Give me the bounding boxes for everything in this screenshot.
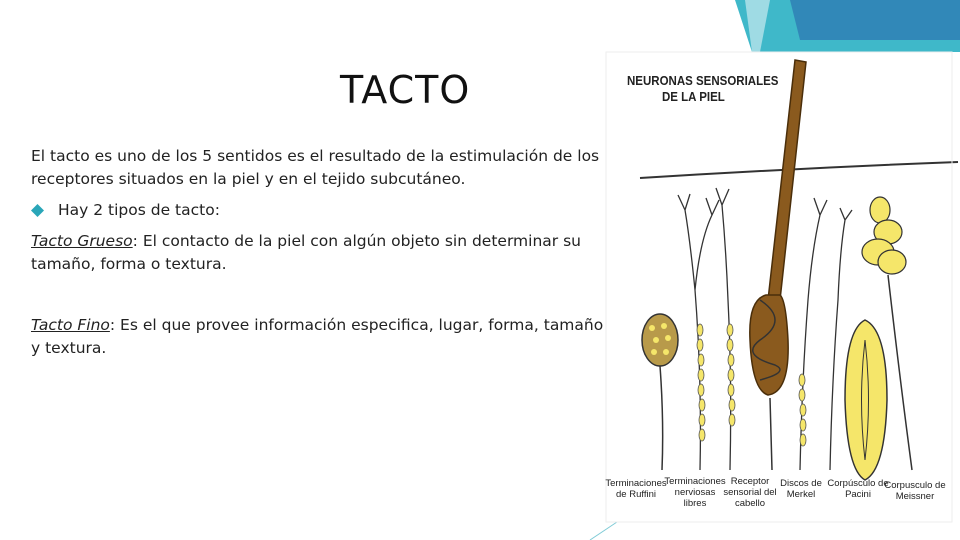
intro-paragraph: El tacto es uno de los 5 sentidos es el resultado de la estimulación de los receptores situados en la piel y en el tejido subcutáneo.: [31, 147, 600, 188]
slide-title: TACTO: [340, 68, 471, 112]
fine-touch-text: Es el que provee información especifica, lugar, forma, tamaño y textura.: [31, 316, 604, 357]
ruffini-corpuscle: [642, 314, 678, 366]
label-cabello-line3: cabello: [734, 498, 766, 509]
figure-title-line1: NEURONAS SENSORIALES: [627, 74, 779, 88]
figure-title: [627, 73, 778, 105]
meissner-corpuscle: [862, 197, 906, 274]
fine-touch-colon: :: [109, 316, 116, 334]
label-meissner-line1: Corpusculo de: [884, 480, 946, 491]
label-cabello-line2: sensorial del: [723, 487, 777, 498]
label-libres-line2: nerviosas: [674, 487, 716, 498]
label-cabello-line1: Receptor: [730, 476, 770, 487]
gross-touch-text: El contacto de la piel con algún objeto sin determinar su tamaño, forma o textura.: [31, 232, 581, 273]
label-libres-line1: Terminaciones: [664, 476, 726, 487]
label-meissner: [880, 480, 950, 502]
gross-touch-colon: :: [132, 232, 138, 250]
label-pacini-line2: Pacini: [845, 489, 871, 500]
label-pacini-line1: Corpúsculo de: [827, 478, 889, 489]
gross-touch-term: Tacto Grueso: [31, 232, 133, 250]
label-libres-line3: libres: [683, 498, 707, 509]
ruffini-nerve: [660, 366, 663, 470]
label-merkel-line1: Discos de: [780, 478, 822, 489]
label-meissner-line2: Meissner: [895, 491, 935, 502]
pacini-corpuscle: [845, 320, 887, 480]
label-merkel-line2: Merkel: [786, 489, 816, 500]
label-ruffini-line1: Terminaciones: [605, 478, 667, 489]
label-ruffini-line2: de Ruffini: [616, 489, 656, 500]
skin-surface-line: [640, 162, 958, 178]
bullet-text: Hay 2 tipos de tacto:: [58, 201, 220, 219]
fine-touch-term: Tacto Fino: [31, 316, 110, 334]
meissner-nerve: [888, 275, 912, 470]
figure-title-line2: DE LA PIEL: [661, 90, 725, 104]
